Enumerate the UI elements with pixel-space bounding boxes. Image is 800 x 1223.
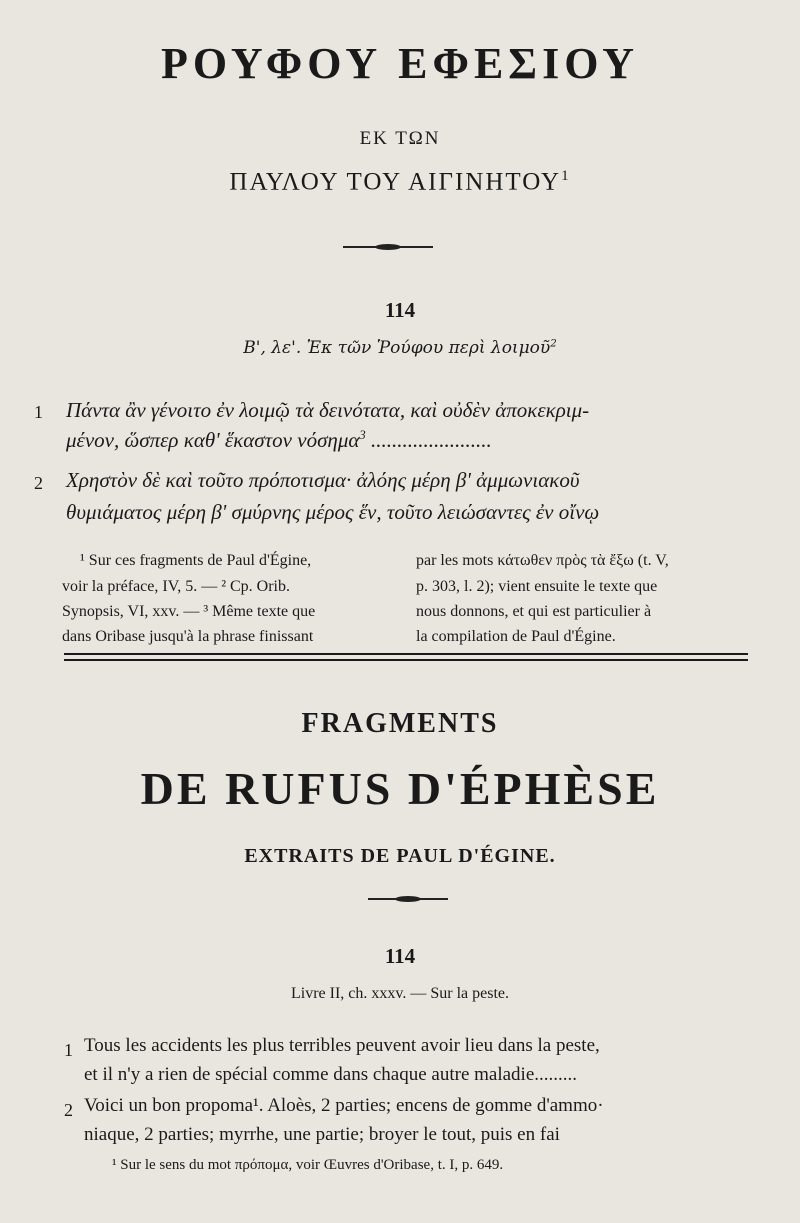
greek-paragraph-line: μένον, ὥσπερ καθ' ἕκαστον νόσημα$^3$ ....................... [66, 428, 492, 452]
french-paragraph-line: niaque, 2 parties; myrrhe, une partie; broyer le tout, puis en fai [84, 1124, 560, 1145]
section-rule [64, 659, 748, 661]
paragraph-number: 2 [64, 1100, 73, 1120]
footnote-line: ¹ Sur le sens du mot πρόπομα, voir Œuvres d'Oribase, t. I, p. 649. [112, 1157, 504, 1173]
french-title-small: FRAGMENTS [301, 708, 499, 739]
french-title: DE RUFUS D'ÉPHÈSE [140, 763, 660, 814]
footnote-line: la compilation de Paul d'Égine. [416, 628, 616, 645]
section-number: 114 [384, 298, 416, 322]
greek-paragraph-line: Πάντα ἂν γένοιτο ἐν λοιμῷ τὰ δεινότατα, καὶ οὐδὲν ἀποκεκριμ- [66, 398, 590, 422]
french-paragraph-line: et il n'y a rien de spécial comme dans chaque autre maladie......... [84, 1064, 578, 1085]
footnote-line: dans Oribase jusqu'à la phrase finissant [62, 628, 314, 645]
greek-subtitle: ΕΚ ΤΩΝ [359, 128, 441, 149]
greek-subtitle-2: ΠΑΥΛΟΥ ΤΟΥ ΑΙΓΙΝΗΤΟΥ$^1$ [229, 168, 571, 196]
footnote-line: nous donnons, et qui est particulier à [416, 603, 652, 620]
french-subtitle: EXTRAITS DE PAUL D'ÉGINE. [244, 845, 556, 867]
ornament-divider [343, 246, 433, 248]
footnote-line: p. 303, l. 2); vient ensuite le texte que [416, 578, 658, 595]
paragraph-number: 2 [34, 473, 43, 493]
greek-title: ΡΟΥΦΟΥ ΕΦΕΣΙΟΥ [160, 39, 640, 88]
footnote-line: par les mots κάτωθεν πρὸς τὰ ἔξω (t. V, [416, 552, 669, 569]
footnote-ref: 1 [561, 168, 571, 184]
footnote-line: voir la préface, IV, 5. — ² Cp. Orib. [62, 578, 290, 595]
french-paragraph-line: Voici un bon propoma¹. Aloès, 2 parties; encens de gomme d'ammo· [84, 1095, 604, 1116]
paragraph-number: 1 [34, 402, 43, 422]
greek-paragraph-line: θυμιάματος μέρη β' σμύρνης μέρος ἕν, τοῦτο λειώσαντες ἐν οἴνῳ [66, 500, 600, 524]
french-paragraph-line: Tous les accidents les plus terribles peuvent avoir lieu dans la peste, [84, 1035, 600, 1056]
french-heading: Livre II, ch. xxxv. — Sur la peste. [290, 985, 509, 1002]
footnote-line: Synopsis, VI, xxv. — ³ Même texte que [62, 603, 316, 620]
greek-paragraph-line: Χρηστὸν δὲ καὶ τοῦτο πρόποτισμα· ἀλόης μέρη β' ἀμμωνιακοῦ [66, 468, 580, 492]
ornament-divider [368, 898, 448, 900]
paragraph-number: 1 [64, 1040, 73, 1060]
section-rule [64, 653, 748, 655]
footnote-line: ¹ Sur ces fragments de Paul d'Égine, [80, 552, 312, 569]
greek-heading: Β', λε'. Ἐκ τῶν Ῥούφου περὶ λοιμοῦ$^2$ [243, 338, 557, 358]
section-number: 114 [384, 944, 416, 968]
